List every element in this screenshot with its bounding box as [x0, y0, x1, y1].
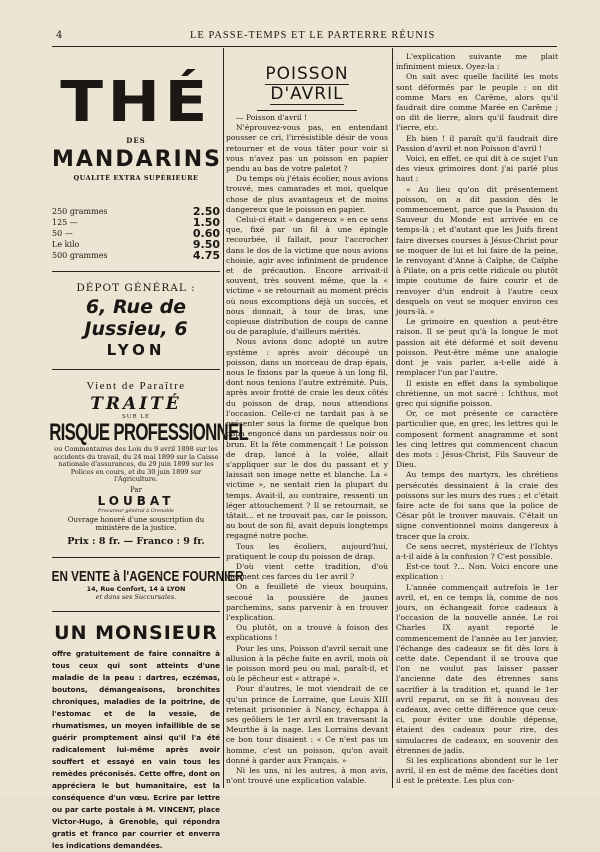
paragraph: Si les explications abondent sur le 1er avril, il en est de même des facéties dont il est le prétexte. Les plus con- [396, 756, 558, 786]
paragraph: Tous les écoliers, aujourd'hui, pratiquent le coup du poisson de drap. [226, 541, 388, 561]
price-label: Le kilo [52, 240, 80, 249]
paragraph: Au temps des martyrs, les chrétiens persécutés dessinaient à la craie des poissons sur les murs des rues ; et c'était faire acte de foi sans que la police de César pût le trouver mauvais. C'était un signe conventionnel moins dangereux à tracer que la croix. [396, 470, 558, 541]
ad-the-title: THÉ [60, 70, 212, 135]
price-value: 0.60 [192, 227, 220, 240]
treatise-description: ou Commentaires des Lois du 9 avril 1898 sur les accidents du travail, du 24 mai 1899 sur la Caisse nationale d'assurances, du 29 juin 1899 sur les Polices en cours, et du 30 juin 1899 sur l'Agriculture. [53, 445, 219, 483]
depot-address: 6, Rue de Jussieu, 6 [84, 296, 188, 340]
ouvrage-note: Ouvrage honoré d'une souscription du ministère de la justice. [67, 515, 205, 532]
article-column-1 [226, 52, 388, 792]
divider [52, 611, 220, 612]
paragraph: Or, ce mot présente ce caractère particulier que, en grec, les lettres qui le composent forment anagramme et sont les cinq lettres qui commencent chacun des mots : Jésus-Christ, Fils Sauveur de Dieu. [396, 409, 558, 470]
advertisement-column [49, 50, 249, 850]
vient-de-paraitre: Vient de Paraître [86, 380, 186, 392]
price-label: 250 grammes [52, 207, 108, 216]
vente-subtitle: et dans ses Succursales. [95, 592, 177, 601]
traite-title: TRAITÉ [90, 394, 182, 414]
paragraph: — Poisson d'avril ! [236, 113, 308, 122]
header-rule [52, 46, 557, 47]
paragraph: Ou plutôt, on a trouvé à foison des explications ! [226, 623, 388, 643]
paragraph: On sait avec quelle facilité les mots sont déformés par le peuple : on dit comme Mars en Carême, alors qu'il faudrait dire comme Marée en Carême ; on dit de lierre, alors qu'il faudrait dire l'ierre, etc. [396, 72, 558, 133]
depot-label: DÉPOT GÉNÉRAL : [76, 282, 196, 294]
article-title-text: POISSON D'AVRIL [265, 64, 349, 104]
vente-address: 14, Rue Confort, 14 à LYON [86, 584, 186, 593]
ad-the-quality: QUALITÉ EXTRA SUPÉRIEURE [73, 174, 199, 182]
sale-advertisement [51, 567, 244, 601]
risque-title: RISQUE PROFESSIONNEL [49, 419, 249, 446]
paragraph: Celui-ci était « dangereux » en ce sens que, fixé par un fil à une épingle recourbée, il fallait, pour l'accrocher dans le dos de la victime que nous avions choisie, agir avec infiniment de prudence et de précaution. Encore arrivait-il souvent, très souvent même, que la « victime » se retournait au moment précis où nous excomptions déjà un succès, et nous donnait, à tour de bras, une copieuse distribution de coups de canne ou de parapluie, d'ailleurs mérités. [226, 215, 388, 337]
paragraph: Pour les uns, Poisson d'avril serait une allusion à la pêche faite en avril, mois où le poisson mord peu ou mal, paraît-il, et où le pêcheur est « attrapé ». [226, 643, 388, 684]
treatise-advertisement [49, 380, 249, 547]
treatise-price: Prix : 8 fr. — Franco : 9 fr. [67, 535, 205, 547]
paragraph: Eh bien ! il paraît qu'il faudrait dire Passion d'avril et non Poisson d'avril ! [396, 133, 558, 153]
divider [52, 271, 220, 272]
price-value: 9.50 [192, 238, 220, 251]
divider [52, 557, 220, 558]
price-label: 50 — [52, 229, 73, 238]
price-label: 500 grammes [52, 251, 108, 260]
paragraph: Nous avions donc adopté un autre système : après avoir découpé un poisson, dans un morceau de drap épais, nous le fixions par la queue à un long fil, dont nous tenions l'autre extrémité. Puis, après avoir frotté de craie les deux côtés du poisson de drap, nous attendions l'occasion. Celle-ci ne tardait pas à se présenter sous la forme de quelque bon papa engoncé dans un pardessus noir ou brun. Et la fête commençait ! Le poisson de drap, lancé à la volée, allait s'appliquer sur le dos du passant et y laissait son image nette et blanche. La « victime », ne sentait rien la plupart du temps. Avait-il, au contraire, ressenti un léger attouchement ? Il se retournait, se tâtait... et ne trouvait pas, car le poisson, au bout de son fil, avait depuis longtemps regagné notre poche. [226, 337, 388, 541]
paragraph: Du temps où j'étais écolier, nous avions trouvé, mes camarades et moi, quelque chose de plus avantageux et de moins dangereux que le poisson en papier. [226, 174, 389, 214]
column-rule [223, 48, 224, 788]
paragraph: Il existe en effet dans la symbolique chrétienne, un mot sacré : Ichthus, mot grec qui signifie poisson. [396, 378, 558, 408]
running-header [0, 28, 600, 44]
author-role: Procureur général à Grenoble [97, 507, 175, 514]
monsieur-text: offre gratuitement de faire connaître à tous ceux qui sont atteints d'une maladie de la peau : dartres, eczémas, boutons, démangeaisons, bronchites chroniques, maladies de la poitrine, de l'estomac et de la vessie, de rhumatismes, un moyen infaillible de se guérir promptement ainsi qu'il l'a été radicalement lui-même après avoir souffert et essayé en vain tous les remèdes préconisés. Cette offre, dont on appréciera le but humanitaire, est la conséquence d'un vœu. Ecrire par lettre ou par carte postale à M. VINCENT, place Victor-Hugo, à Grenoble, qui répondra gratis et franco par courrier et enverra les indications demandées. [52, 648, 220, 850]
price-value: 4.75 [192, 249, 220, 262]
author-name: LOUBAT [97, 493, 175, 508]
paragraph: Ni les uns, ni les autres, à mon avis, n'ont trouvé une explication valable. [226, 766, 388, 786]
paragraph: L'année commençait autrefois le 1er avril, et, en ce temps là, comme de nos jours, on échangeait force cadeaux à l'occasion de la nouvelle année. Le roi Charles IX ayant reporté le commencement de l'année au 1er janvier, l'échange des cadeaux se fit dès lors à cette date. Cependant il se trouva que l'on ne voulut pas laisser passer l'ancienne date des étrennes sans sacrifier à la tradition et, quand le 1er avril reparut, on se fit à nouveau des cadeaux, avec cette différence que ceux-ci, pour éviter une double dépense, étaient des cadeaux pour rire, des simulacres de cadeaux, en souvenir des étrennes de jadis. [396, 582, 558, 755]
paragraph: Est-ce tout ?... Non. Voici encore une explication : [396, 562, 558, 582]
title-rule [257, 110, 357, 111]
article-title [226, 64, 388, 104]
article-body [226, 113, 388, 786]
tea-advertisement [52, 70, 223, 182]
article-body-continued [396, 52, 558, 787]
monsieur-title: UN MONSIEUR [54, 621, 218, 644]
page-number: 4 [56, 30, 63, 41]
vente-title: EN VENTE à l'AGENCE FOURNIER [51, 567, 244, 585]
paragraph: On a feuilleté de vieux bouquins, secoué la poussière de jaunes parchemins, sans parvenir à en trouver l'explication. [226, 582, 388, 622]
price-row [52, 250, 220, 261]
paragraph: N'éprouvez-vous pas, en entendant pousser ce cri, l'irrésistible désir de vous retourner et de vous tâter pour voir si vous n'avez pas un poisson en papier pendu au bas de votre paletot ? [226, 123, 388, 174]
par-label: Par [130, 485, 142, 494]
column-rule [392, 48, 393, 788]
paragraph: Voici, en effet, ce qui dit à ce sujet l'un des vieux grimoires dont j'ai parlé plus haut : [396, 154, 558, 184]
price-list [52, 206, 220, 261]
ad-the-brand: MANDARINS [52, 147, 223, 172]
monsieur-advertisement [52, 622, 220, 852]
paragraph: Pour d'autres, le mot viendrait de ce qu'un prince de Lorraine, que Louis XIII retenait prisonnier à Nancy, échappa à ses geôliers le 1er avril en traversant la Meurthe à la nage. Les Lorrains devant ce bon tour disaient : « Ce n'est pas un homme, c'est un poisson, qu'on avait donné à garder aux Français. » [226, 684, 388, 765]
article-column-2 [396, 52, 558, 792]
sur-le: SUR LE [122, 414, 150, 420]
paragraph: Ce sens secret, mystérieux de l'Ichtys a-t-il aidé à la confusion ? C'est possible. [396, 541, 558, 561]
publication-title: LE PASSE-TEMPS ET LE PARTERRE RÉUNIS [190, 30, 436, 41]
paragraph: « Au lieu qu'on dit présentement poisson, on a dit passion dès le commencement, parce que la Passion du Sauveur du Monde est arrivée en ce temps-là ; et d'autant que les Juifs firent faire diverses courses à Jésus-Christ pour se moquer de lui et lui faire de la peine, le renvoyant d'Anne à Caïphe, de Caïphe à Pilate, on a pris cette ridicule ou plutôt impie coutume de faire courir et de renvoyer d'un endroit à l'autre ceux desquels on veut se moquer environ ces jours-là. » [396, 184, 558, 317]
paragraph: L'explication suivante me plait infiniment mieux. Oyez-la : [396, 52, 558, 72]
divider [52, 369, 220, 370]
price-label: 125 — [52, 218, 78, 227]
paragraph: Le grimoire en question a peut-être raison. Il se peut qu'à la longue le mot passion ait été déformé et soit devenu poisson. Peut-être même une analogie dont je vais parler, a-t-elle aidé à remplacer l'un par l'autre. [396, 317, 558, 378]
depot-city: LYON [106, 341, 166, 359]
price-value: 1.50 [192, 216, 220, 229]
paragraph: D'où vient cette tradition, d'où viennent ces farces du 1er avril ? [226, 561, 388, 582]
price-value: 2.50 [192, 205, 220, 218]
ad-the-des: DES [126, 136, 146, 145]
